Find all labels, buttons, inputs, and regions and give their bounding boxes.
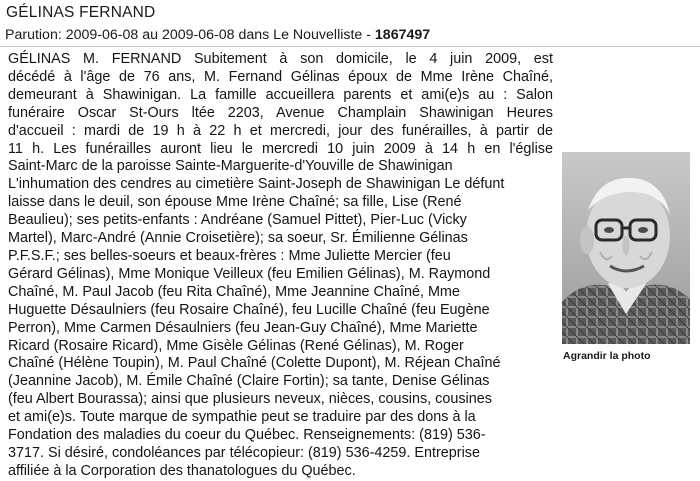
obituary-text <box>8 51 553 481</box>
obituary-line: 11 h. Les funérailles auront lieu le mercredi 10 juin 2009 à 14 h en l'église <box>8 140 553 157</box>
obituary-line: Ricard (Rosaire Ricard), Mme Gisèle Gélinas (René Gélinas), M. Roger <box>8 337 464 354</box>
publication-info <box>5 27 430 43</box>
obituary-line: d'accueil : mardi de 19 h à 22 h et mercredi, jour des funérailles, à partir de <box>8 122 553 139</box>
publication-text: Parution: 2009-06-08 au 2009-06-08 dans Le Nouvelliste - <box>5 27 375 43</box>
obituary-line: Huguette Désaulniers (feu Rosaire Chaîné), feu Lucille Chaîné (feu Eugène <box>8 301 490 318</box>
obituary-line: funéraire Oscar St-Ours ltée 2203, Avenue Champlain Shawinigan Heures <box>8 104 553 121</box>
obituary-line: Perron), Mme Carmen Désaulniers (feu Jean-Guy Chaîné), Mme Mariette <box>8 319 478 336</box>
obituary-line: GÉLINAS M. FERNAND Subitement à son domicile, le 4 juin 2009, est <box>8 51 553 67</box>
obituary-line: Fondation des maladies du coeur du Québec. Renseignements: (819) 536- <box>8 427 486 444</box>
portrait-photo[interactable] <box>562 152 690 344</box>
obituary-line: Saint-Marc de la paroisse Sainte-Marguerite-d'Youville de Shawinigan <box>8 158 453 175</box>
obituary-line: P.F.S.F.; ses belles-soeurs et beaux-frères : Mme Juliette Mercier (feu <box>8 247 451 264</box>
obituary-line: Gérard Gélinas), Mme Monique Veilleux (feu Emilien Gélinas), M. Raymond <box>8 265 491 282</box>
deceased-name-title: GÉLINAS FERNAND <box>6 4 156 21</box>
obituary-line: L'inhumation des cendres au cimetière Saint-Joseph de Shawinigan Le défunt <box>8 176 505 193</box>
obituary-line: et ami(e)s. Toute marque de sympathie peut se traduire par des dons à la <box>8 409 476 426</box>
enlarge-photo-link[interactable]: Agrandir la photo <box>563 350 651 362</box>
obituary-line: Chaîné, M. Paul Jacob (feu Rita Chaîné), Mme Jeannine Chaîné, Mme <box>8 283 460 300</box>
obituary-line: 3717. Si désiré, condoléances par télécopieur: (819) 536-4259. Entreprise <box>8 444 480 461</box>
obituary-line: (Jeannine Jacob), M. Émile Chaîné (Claire Fortin); sa tante, Denise Gélinas <box>8 373 490 390</box>
obituary-line: décédé à l'âge de 76 ans, M. Fernand Gélinas époux de Mme Irène Chaîné, <box>8 68 553 85</box>
obituary-line: laisse dans le deuil, son épouse Mme Irène Chaîné; sa fille, Lise (René <box>8 194 462 211</box>
header-divider <box>0 46 700 47</box>
obituary-line: Chaîné (Hélène Toupin), M. Paul Chaîné (Colette Dupont), M. Réjean Chaîné <box>8 355 501 372</box>
obituary-line: affiliée à la Corporation des thanatologues du Québec. <box>8 462 356 479</box>
obituary-line: Martel), Marc-André (Annie Croisetière); sa soeur, Sr. Émilienne Gélinas <box>8 230 468 247</box>
obituary-line: (feu Albert Bourassa); ainsi que plusieurs neveux, nièces, cousins, cousines <box>8 391 492 408</box>
obituary-line: demeurant à Shawinigan. La famille accueillera parents et ami(e)s au : Salon <box>8 86 553 103</box>
obituary-id-number: 1867497 <box>374 27 431 43</box>
portrait-image <box>562 152 690 344</box>
obituary-line: Beaulieu); ses petits-enfants : Andréane (Samuel Pittet), Pier-Luc (Vicky <box>8 212 467 229</box>
